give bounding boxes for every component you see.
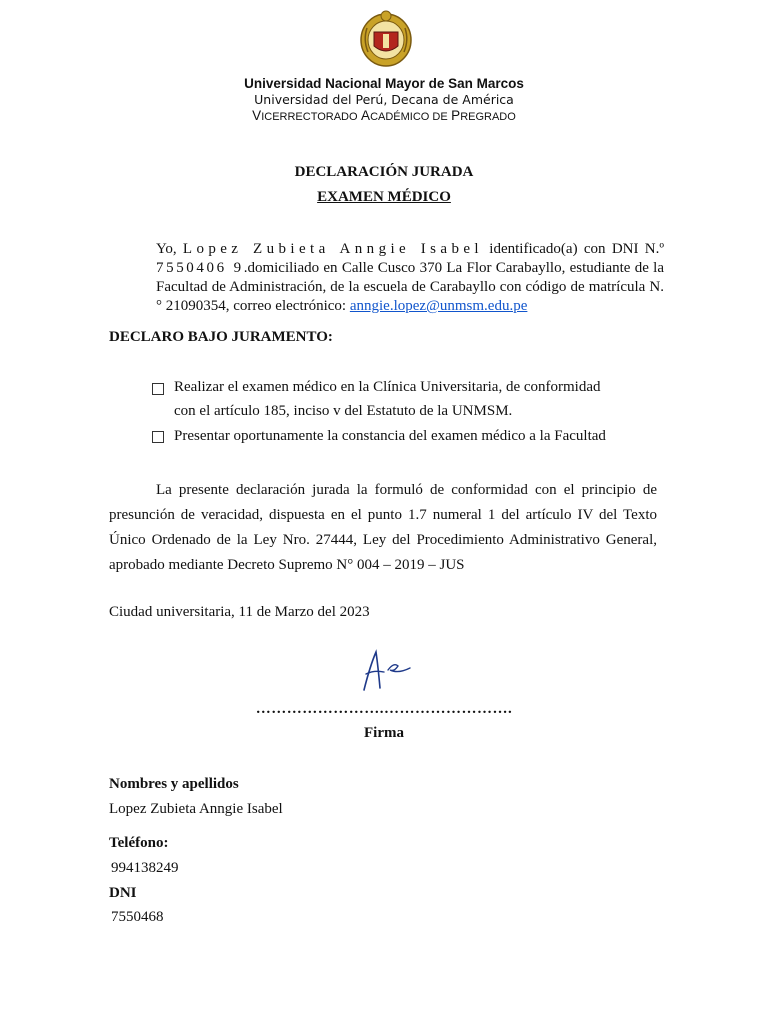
name-value: Lopez Zubieta Anngie Isabel: [109, 801, 283, 817]
bullet-box-icon: [152, 431, 164, 443]
signature-label: Firma: [364, 725, 404, 741]
name-label: Nombres y apellidos: [109, 776, 239, 792]
handwritten-signature: [344, 636, 424, 698]
university-seal-logo: [359, 8, 413, 68]
signature-line: …………………….…………………….: [255, 701, 513, 717]
declarant-dni: 7550406 9: [156, 260, 244, 276]
city-date: Ciudad universitaria, 11 de Marzo del 2023: [109, 604, 370, 620]
vicerrectorado-heading: VICERRECTORADO ACADÉMICO DE PREGRADO: [252, 108, 516, 123]
phone-value: 994138249: [111, 860, 179, 876]
bullet-box-icon: [152, 383, 164, 395]
university-name: Universidad Nacional Mayor de San Marcos: [244, 76, 524, 91]
email-link[interactable]: anngie.lopez@unmsm.edu.pe: [349, 298, 528, 314]
document-subtitle: EXAMEN MÉDICO: [317, 189, 451, 205]
phone-label: Teléfono:: [109, 835, 169, 851]
declarant-name: Lopez Zubieta Anngie Isabel: [182, 241, 483, 257]
declarant-paragraph: Yo, Lopez Zubieta Anngie Isabel identificado(a) con DNI N.º 7550406 9.domiciliado en Calle Cusco 370 La Flor Carabayllo, estudiante de la Facultad de Administración, de la escuela de Carabayllo con código de matrícula N.° 21090354, correo electrónico: anngie.lopez@unmsm.edu.pe: [156, 241, 665, 314]
bullet-item-2: Presentar oportunamente la constancia del examen médico a la Facultad: [174, 428, 606, 444]
bullet-item-1-continued: con el artículo 185, inciso v del Estatuto de la UNMSM.: [174, 403, 513, 419]
bullet-item-1: Realizar el examen médico en la Clínica Universitaria, de conformidad: [174, 379, 601, 395]
university-subtitle: Universidad del Perú, Decana de América: [254, 92, 514, 107]
declaro-heading: DECLARO BAJO JURAMENTO:: [109, 329, 333, 345]
dni-value: 7550468: [111, 909, 164, 925]
document-title: DECLARACIÓN JURADA: [294, 164, 474, 180]
dni-label: DNI: [109, 885, 137, 901]
legal-paragraph: La presente declaración jurada la formuló de conformidad con el principio de presunción de veracidad, dispuesta en el punto 1.7 numeral 1 del artículo IV del Texto Único Ordenado de la Ley Nro. 27444, Ley del Procedimiento Administrativo General, aprobado mediante Decreto Supremo N° 004 – 2019 – JUS: [109, 482, 657, 573]
